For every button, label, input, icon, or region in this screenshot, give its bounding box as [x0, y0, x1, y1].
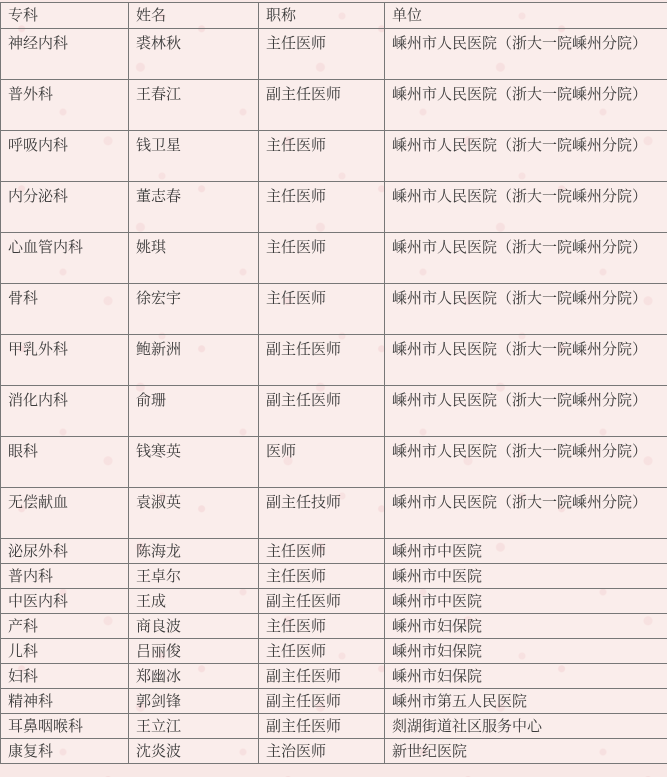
cell-unit: 嵊州市人民医院（浙大一院嵊州分院）: [385, 131, 667, 182]
cell-specialty: 神经内科: [1, 29, 129, 80]
cell-name: 姚琪: [129, 233, 259, 284]
cell-unit: 新世纪医院: [385, 739, 667, 764]
table-row: [1, 335, 667, 386]
cell-title: 主任医师: [259, 539, 385, 564]
cell-unit: 剡湖街道社区服务中心: [385, 714, 667, 739]
cell-name: 俞珊: [129, 386, 259, 437]
cell-name: 吕丽俊: [129, 639, 259, 664]
cell-specialty: 心血管内科: [1, 233, 129, 284]
table-row: [1, 80, 667, 131]
table-row: [1, 589, 667, 614]
table-row: [1, 564, 667, 589]
cell-name: 陈海龙: [129, 539, 259, 564]
cell-unit: 嵊州市人民医院（浙大一院嵊州分院）: [385, 335, 667, 386]
cell-title: 主任医师: [259, 639, 385, 664]
cell-specialty: 内分泌科: [1, 182, 129, 233]
cell-specialty: 泌尿外科: [1, 539, 129, 564]
header-specialty: 专科: [1, 3, 129, 29]
cell-unit: 嵊州市人民医院（浙大一院嵊州分院）: [385, 233, 667, 284]
doctor-roster-table: [0, 2, 667, 764]
table-row: [1, 639, 667, 664]
cell-name: 郭剑锋: [129, 689, 259, 714]
cell-name: 鲍新洲: [129, 335, 259, 386]
table-row: [1, 689, 667, 714]
cell-unit: 嵊州市妇保院: [385, 664, 667, 689]
cell-unit: 嵊州市人民医院（浙大一院嵊州分院）: [385, 182, 667, 233]
cell-unit: 嵊州市妇保院: [385, 639, 667, 664]
cell-title: 主治医师: [259, 739, 385, 764]
cell-title: 主任医师: [259, 284, 385, 335]
header-name: 姓名: [129, 3, 259, 29]
cell-title: 副主任医师: [259, 689, 385, 714]
cell-title: 主任医师: [259, 131, 385, 182]
table-row: [1, 488, 667, 539]
cell-title: 主任医师: [259, 182, 385, 233]
table-row: [1, 437, 667, 488]
table-header-row: [1, 3, 667, 29]
cell-title: 副主任医师: [259, 386, 385, 437]
cell-name: 王春江: [129, 80, 259, 131]
cell-unit: 嵊州市人民医院（浙大一院嵊州分院）: [385, 29, 667, 80]
cell-name: 商良波: [129, 614, 259, 639]
cell-unit: 嵊州市第五人民医院: [385, 689, 667, 714]
table-row: [1, 131, 667, 182]
cell-title: 主任医师: [259, 29, 385, 80]
cell-specialty: 甲乳外科: [1, 335, 129, 386]
table-body: [1, 29, 667, 764]
cell-unit: 嵊州市人民医院（浙大一院嵊州分院）: [385, 284, 667, 335]
cell-name: 钱寒英: [129, 437, 259, 488]
cell-specialty: 消化内科: [1, 386, 129, 437]
table-row: [1, 614, 667, 639]
header-unit: 单位: [385, 3, 667, 29]
cell-title: 副主任医师: [259, 80, 385, 131]
cell-unit: 嵊州市中医院: [385, 564, 667, 589]
cell-title: 医师: [259, 437, 385, 488]
cell-unit: 嵊州市人民医院（浙大一院嵊州分院）: [385, 80, 667, 131]
table-row: [1, 233, 667, 284]
cell-name: 袁淑英: [129, 488, 259, 539]
cell-specialty: 骨科: [1, 284, 129, 335]
cell-title: 副主任医师: [259, 664, 385, 689]
cell-title: 主任医师: [259, 614, 385, 639]
cell-specialty: 妇科: [1, 664, 129, 689]
table-row: [1, 739, 667, 764]
cell-unit: 嵊州市人民医院（浙大一院嵊州分院）: [385, 488, 667, 539]
cell-title: 副主任技师: [259, 488, 385, 539]
table-row: [1, 386, 667, 437]
cell-title: 副主任医师: [259, 714, 385, 739]
table-row: [1, 664, 667, 689]
table-row: [1, 29, 667, 80]
cell-specialty: 中医内科: [1, 589, 129, 614]
table-row: [1, 284, 667, 335]
cell-name: 徐宏宇: [129, 284, 259, 335]
cell-unit: 嵊州市中医院: [385, 539, 667, 564]
cell-unit: 嵊州市人民医院（浙大一院嵊州分院）: [385, 386, 667, 437]
cell-title: 副主任医师: [259, 335, 385, 386]
table-row: [1, 182, 667, 233]
cell-title: 主任医师: [259, 564, 385, 589]
cell-unit: 嵊州市人民医院（浙大一院嵊州分院）: [385, 437, 667, 488]
cell-title: 主任医师: [259, 233, 385, 284]
cell-name: 裘林秋: [129, 29, 259, 80]
cell-specialty: 儿科: [1, 639, 129, 664]
table-row: [1, 714, 667, 739]
cell-specialty: 眼科: [1, 437, 129, 488]
cell-title: 副主任医师: [259, 589, 385, 614]
cell-specialty: 呼吸内科: [1, 131, 129, 182]
cell-unit: 嵊州市妇保院: [385, 614, 667, 639]
cell-specialty: 耳鼻咽喉科: [1, 714, 129, 739]
cell-specialty: 产科: [1, 614, 129, 639]
cell-name: 王卓尔: [129, 564, 259, 589]
cell-name: 钱卫星: [129, 131, 259, 182]
cell-specialty: 普外科: [1, 80, 129, 131]
cell-name: 郑幽冰: [129, 664, 259, 689]
cell-name: 王立江: [129, 714, 259, 739]
table-row: [1, 539, 667, 564]
cell-name: 王成: [129, 589, 259, 614]
cell-name: 沈炎波: [129, 739, 259, 764]
cell-specialty: 无偿献血: [1, 488, 129, 539]
cell-specialty: 精神科: [1, 689, 129, 714]
header-title: 职称: [259, 3, 385, 29]
cell-specialty: 普内科: [1, 564, 129, 589]
cell-unit: 嵊州市中医院: [385, 589, 667, 614]
cell-name: 董志春: [129, 182, 259, 233]
cell-specialty: 康复科: [1, 739, 129, 764]
